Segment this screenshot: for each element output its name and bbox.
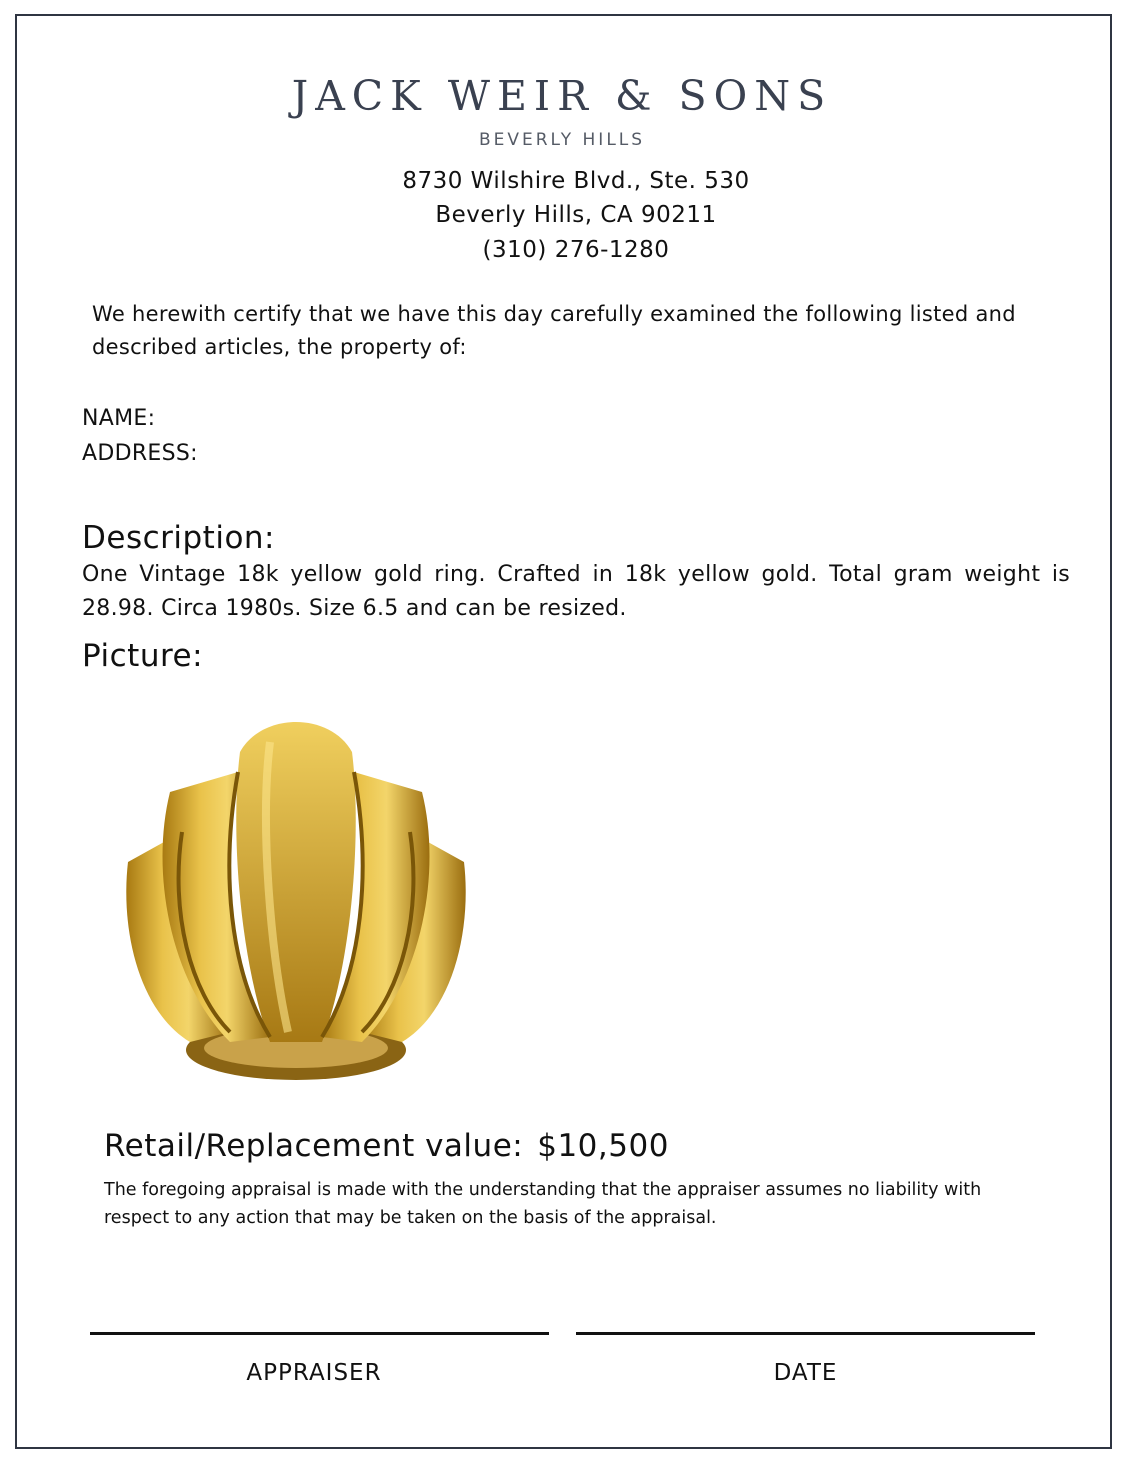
address-line-2: Beverly Hills, CA 90211 [435,202,717,228]
gold-ring-icon [120,712,472,1084]
description-text: One Vintage 18k yellow gold ring. Crafted in 18k yellow gold. Total gram weight is 28.98. Circa 1980s. Size 6.5 and can be resized. [82,562,1070,621]
valuation-row [104,1128,669,1164]
picture-heading: Picture: [82,638,204,674]
brand-title: JACK WEIR & SONS [291,72,833,120]
description-heading: Description: [82,520,275,556]
valuation-label: Retail/Replacement value: [104,1128,524,1164]
brand-location: BEVERLY HILLS [478,130,646,150]
address-line-1: 8730 Wilshire Blvd., Ste. 530 [402,168,750,194]
disclaimer-text: The foregoing appraisal is made with the understanding that the appraiser assumes no liability with respect to any action that may be taken on the basis of the appraisal. [104,1180,982,1228]
certification-text: We herewith certify that we have this day carefully examined the following listed and described articles, the property of: [92,302,1016,359]
date-signature-line [576,1332,1035,1335]
address-label: ADDRESS: [82,441,198,466]
appraiser-label: APPRAISER [246,1360,382,1386]
appraiser-signature-line [90,1332,549,1335]
date-label: DATE [773,1360,838,1386]
name-label: NAME: [82,406,156,431]
phone-number: (310) 276-1280 [482,237,670,263]
valuation-amount: $10,500 [537,1128,669,1164]
